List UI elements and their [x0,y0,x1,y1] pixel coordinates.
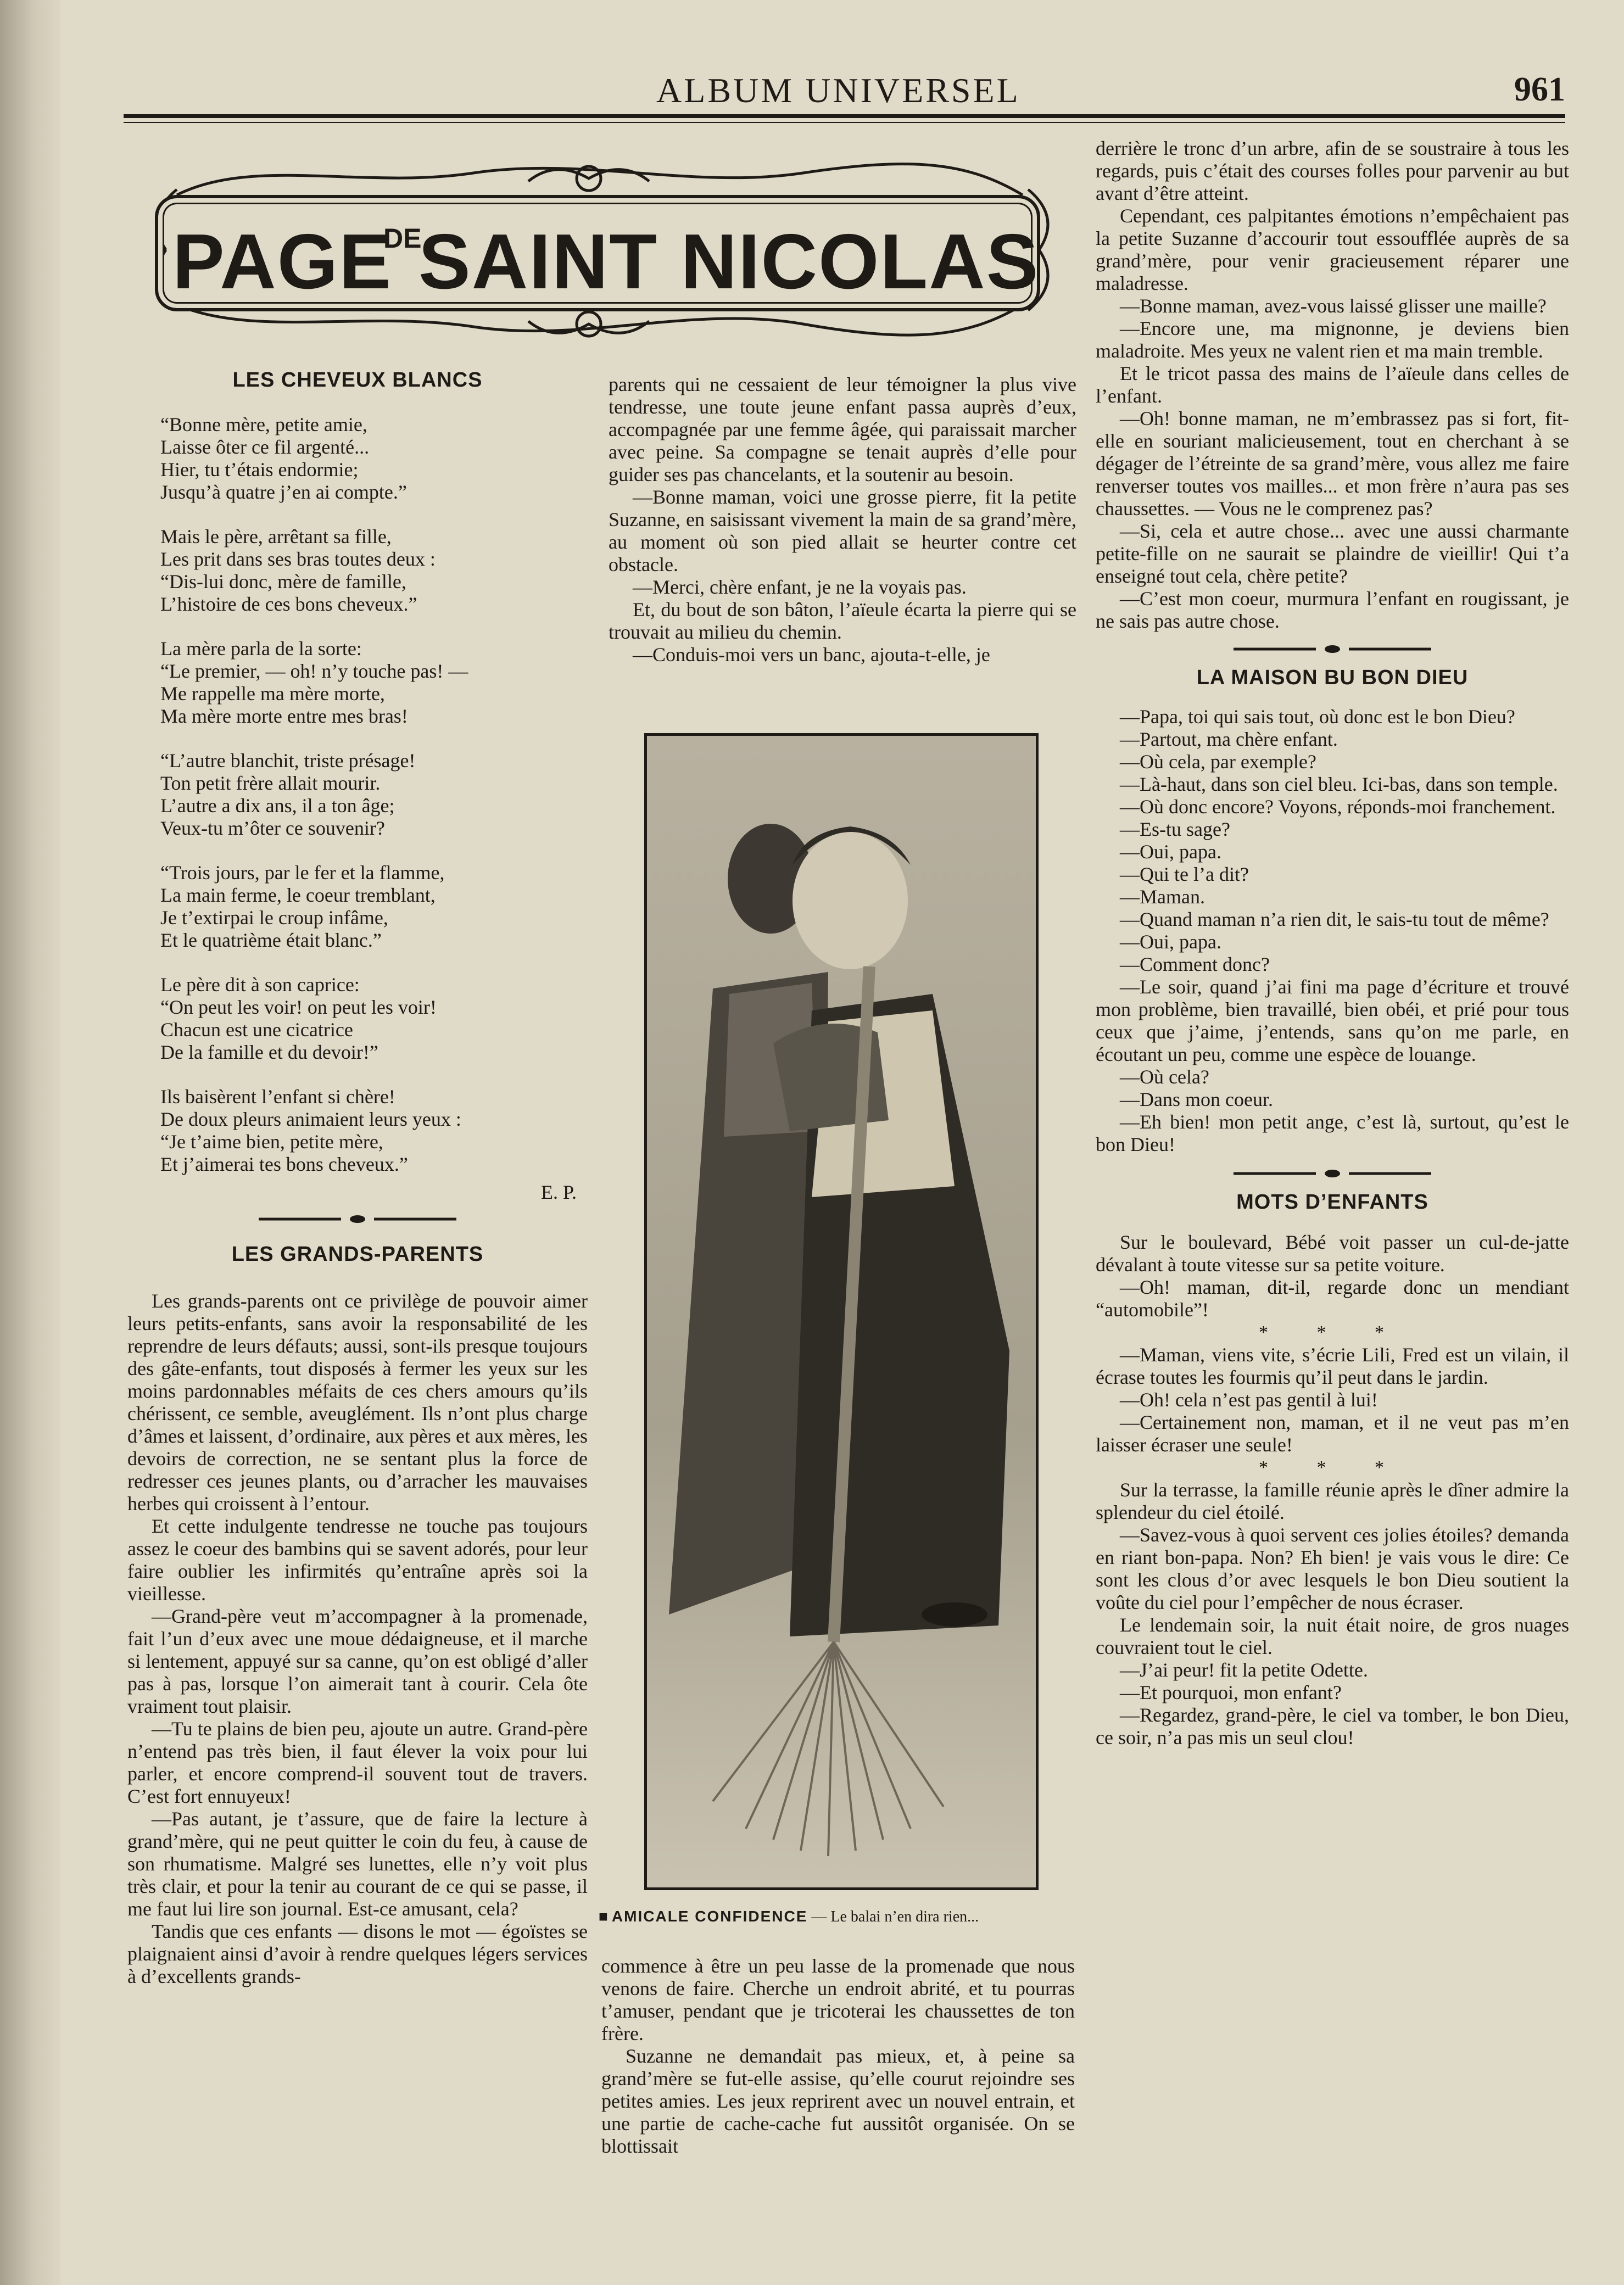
poem-title: LES CHEVEUX BLANCS [232,368,483,392]
poem-line: De doux pleurs animaient leurs yeux : [160,1108,461,1130]
paragraph: derrière le tronc d’un arbre, afin de se soustraire à tous les regards, puis c’était des courses folles pour parvenir au but avant d’être atteint. [1096,137,1569,204]
poem-line: “Le premier, — oh! n’y touche pas! — [160,660,468,682]
paragraph: commence à être un peu lasse de la promenade que nous venons de faire. Cherche un endroit abrité, et tu pourras t’amuser, pendant que je tricoterai les chaussettes de ton frère. [601,1955,1075,2044]
book-spine [0,0,60,2285]
poem-line: “On peut les voir! on peut les voir! [160,996,437,1018]
paragraph: parents qui ne cessaient de leur témoigner la plus vive tendresse, une toute jeune enfant passa auprès d’eux, accompagnée par une femme âgée, qui paraissait marcher avec peine. Sa compagne se tenait auprès d’elle pour guider ses pas chancelants, et la soutenir au besoin. [609,373,1076,485]
paragraph: —Qui te l’a dit? [1120,863,1249,885]
paragraph: —Maman, viens vite, s’écrie Lili, Fred est un vilain, il écrase toutes les fourmis qu’il peut dans le jardin. [1096,1344,1569,1388]
poem-stanza [160,414,588,504]
paragraph: —Dans mon coeur. [1120,1088,1273,1110]
poem-line: Je t’extirpai le croup infâme, [160,907,388,929]
poem-line: Et j’aimerai tes bons cheveux.” [160,1153,408,1175]
poem-line: Veux-tu m’ôter ce souvenir? [160,817,385,839]
paragraph: —Oui, papa. [1120,931,1221,953]
paragraph: Cependant, ces palpitantes émotions n’empêchaient pas la petite Suzanne d’accourir tout essoufflée auprès de sa grand’mère, pour venir gracieusement réparer une maladresse. [1096,205,1569,294]
poem-line: “Bonne mère, petite amie, [160,414,367,435]
paragraph: —Quand maman n’a rien dit, le sais-tu tout de même? [1120,908,1549,930]
section-divider [1234,644,1431,655]
poem-stanza [160,526,588,616]
paragraph: —Le soir, quand j’ai fini ma page d’écriture et trouvé mon problème, bien travaillé, bien obéi, et prié pour tous ceux que j’aime, j’entends, sans qu’on me parle, en écoutant un peu, comme une espèce de louange. [1096,976,1569,1065]
poem-line: Laisse ôter ce fil argenté... [160,436,370,458]
caption-text: — Le balai n’en dira rien... [811,1908,979,1925]
paragraph: —C’est mon coeur, murmura l’enfant en rougissant, je ne sais pas autre chose. [1096,588,1569,632]
paragraph: —Pas autant, je t’assure, que de faire la lecture à grand’mère, qui ne peut quitter le coin du feu, à cause de son rhumatisme. Malgré ses lunettes, elle n’y voit plus très clair, et pour la tenir au courant de ce qui se passe, il me faut lui lire son journal. Est-ce amusant, cela? [127,1808,588,1920]
left-column [127,369,588,1988]
middle-column-bottom [601,1955,1075,2158]
poem-stanza [160,862,588,952]
right-column [1096,137,1569,1749]
poem-line: “Trois jours, par le fer et la flamme, [160,862,445,884]
paragraph: —Si, cela et autre chose... avec une aussi charmante petite-fille on ne saurait se plaindre de vieillir! Qui t’a enseigné tout cela, chère petite? [1096,520,1569,587]
middle-column-top [609,373,1076,666]
page-number: 961 [1514,71,1565,108]
header-rule-thin [124,122,1565,123]
poem-line: Mais le père, arrêtant sa fille, [160,526,392,547]
paragraph: —Partout, ma chère enfant. [1120,728,1338,750]
paragraph: —J’ai peur! fit la petite Odette. [1120,1659,1368,1681]
caption-title: AMICALE CONFIDENCE [611,1908,808,1925]
poem-line: “L’autre blanchit, triste présage! [160,750,416,772]
paragraph: —Bonne maman, avez-vous laissé glisser une maille? [1120,295,1547,317]
banner-word-de: DE [383,223,422,254]
paragraph: —Tu te plains de bien peu, ajoute un autre. Grand-père n’entend pas très bien, il faut élever la voix pour lui parler, et encore comprend-il souvent tout de travers. C’est fort ennuyeux! [127,1718,588,1807]
article-title: LES GRANDS-PARENTS [231,1243,484,1266]
poem-line: Jusqu’à quatre j’en ai compte.” [160,481,407,503]
paragraph: —Où donc encore? Voyons, réponds-moi franchement. [1120,796,1556,818]
publication-title: ALBUM UNIVERSEL [656,71,1020,110]
paragraph: —Comment donc? [1120,953,1270,975]
paragraph: Les grands-parents ont ce privilège de pouvoir aimer leurs petits-enfants, sans avoir la responsabilité de les reprendre de leurs défauts; aussi, sont-ils presque toujours des gâte-enfants, tout disposés à fermer les yeux sur les moins pardonnables méfaits de ces chers amours qu’ils chérissent, ce semble, aveuglément. Ils n’ont plus charge d’âmes et laissent, d’ordinaire, aux pères et aux mères, les devoirs de correction, ne se sentant plus la force de redresser ces jeunes plants, ou d’arracher les mauvaises herbes qui croissent à l’entour. [127,1290,588,1515]
paragraph: —Bonne maman, voici une grosse pierre, fit la petite Suzanne, en saisissant vivement la main de sa grand’mère, au moment où son pied allait se heurter contre cet obstacle. [609,486,1076,576]
illustration-drawing [647,736,1036,1887]
poem-line: Ils baisèrent l’enfant si chère! [160,1086,395,1108]
poem-line: Ma mère morte entre mes bras! [160,705,408,727]
caption-bullet: ■ [599,1908,612,1925]
article-title: MOTS D’ENFANTS [1236,1191,1428,1214]
paragraph: Tandis que ces enfants — disons le mot — égoïstes se plaignaient ainsi d’avoir à rendre quelques légers services à d’excellents grands- [127,1920,588,1987]
paragraph: —Oh! cela n’est pas gentil à lui! [1120,1389,1378,1411]
paragraph: —Papa, toi qui sais tout, où donc est le bon Dieu? [1120,706,1515,728]
poem-stanza [160,638,588,728]
poem-stanza [160,974,588,1064]
poem-line: L’histoire de ces bons cheveux.” [160,593,417,615]
article-title: LA MAISON BU BON DIEU [1196,666,1469,689]
paragraph: —Où cela, par exemple? [1120,751,1316,773]
paragraph: —Merci, chère enfant, je ne la voyais pas. [633,576,967,598]
paragraph: Et, du bout de son bâton, l’aïeule écarta la pierre qui se trouvait au milieu du chemin. [609,599,1076,643]
poem-line: L’autre a dix ans, il a ton âge; [160,795,395,817]
banner-word-page: PAGE [172,218,392,305]
poem-line: La mère parla de la sorte: [160,638,362,660]
poem [127,414,588,1176]
poem-line: “Dis-lui donc, mère de famille, [160,571,406,593]
separator-stars: * * * [1259,1457,1406,1478]
paragraph: —Conduis-moi vers un banc, ajouta-t-elle, je [633,644,990,666]
illustration [644,733,1039,1890]
section-banner [144,157,1050,343]
section-divider [1234,1168,1431,1179]
poem-stanza [160,750,588,840]
paragraph: —Maman. [1120,886,1205,908]
page-header [60,70,1565,116]
header-rule [124,114,1565,118]
paragraph: —Certainement non, maman, et il ne veut pas m’en laisser écraser une seule! [1096,1411,1569,1456]
paragraph: —Eh bien! mon petit ange, c’est là, surtout, qu’est le bon Dieu! [1096,1111,1569,1155]
paragraph: Le lendemain soir, la nuit était noire, de gros nuages couvraient tout le ciel. [1096,1614,1569,1658]
poem-line: Chacun est une cicatrice [160,1019,353,1041]
poem-line: Les prit dans ses bras toutes deux : [160,548,436,570]
paragraph: Suzanne ne demandait pas mieux, et, à peine sa grand’mère se fut-elle assise, qu’elle courut rejoindre ses petites amies. Les jeux reprirent avec un nouvel entrain, et une partie de cache-cache fut aussitôt organisée. On se blottissait [601,2045,1075,2157]
paragraph: —Regardez, grand-père, le ciel va tomber, le bon Dieu, ce soir, n’a pas mis un seul clou! [1096,1704,1569,1748]
paragraph: —Es-tu sage? [1120,818,1230,840]
poem-line: “Je t’aime bien, petite mère, [160,1131,383,1153]
separator-stars: * * * [1259,1322,1406,1343]
poem-line: Ton petit frère allait mourir. [160,772,381,794]
poem-line: De la famille et du devoir!” [160,1041,378,1063]
poem-line: La main ferme, le coeur tremblant, [160,884,436,906]
poem-signature: E. P. [540,1181,577,1203]
paragraph: —Où cela? [1120,1066,1209,1088]
paragraph: —Encore une, ma mignonne, je deviens bien maladroite. Mes yeux ne valent rien et ma main tremble. [1096,317,1569,362]
section-divider [259,1214,456,1225]
illustration-caption [599,1908,1076,1926]
poem-stanza [160,1086,588,1176]
paragraph: Sur la terrasse, la famille réunie après le dîner admire la splendeur du ciel étoilé. [1096,1479,1569,1523]
paragraph: —Oh! bonne maman, ne m’embrassez pas si fort, fit-elle en souriant malicieusement, tout en cherchant à se dégager de l’étreinte de sa grand’mère, vous allez me faire renverser toutes vos mailles... et mon frère n’aura pas ses chaussettes. — Vous ne le comprenez pas? [1096,407,1569,519]
paragraph: Sur le boulevard, Bébé voit passer un cul-de-jatte dévalant à toute vitesse sur sa petite voiture. [1096,1231,1569,1276]
paragraph: —Savez-vous à quoi servent ces jolies étoiles? demanda en riant bon-papa. Non? Eh bien! je vais vous le dire: Ce sont les clous d’or avec lesquels le bon Dieu soutient la voûte du ciel pour l’empêcher de nous écraser. [1096,1524,1569,1613]
paragraph: —Grand-père veut m’accompagner à la promenade, fait l’un d’eux avec une moue dédaigneuse, et il marche si lentement, appuyé sur sa canne, qu’on est obligé d’aller pas à pas, lorsque l’on aimerait tant à courir. Cela ôte vraiment tout plaisir. [127,1605,588,1717]
poem-line: Le père dit à son caprice: [160,974,360,996]
paragraph: —Et pourquoi, mon enfant? [1120,1681,1342,1703]
paragraph: Et le tricot passa des mains de l’aïeule dans celles de l’enfant. [1096,362,1569,407]
banner-word-saint-nicolas: SAINT NICOLAS [418,218,1040,305]
poem-line: Et le quatrième était blanc.” [160,929,382,951]
poem-line: Hier, tu t’étais endormie; [160,459,359,481]
paragraph: —Oh! maman, dit-il, regarde donc un mendiant “automobile”! [1096,1276,1569,1321]
paragraph: —Là-haut, dans son ciel bleu. Ici-bas, dans son temple. [1120,773,1558,795]
paragraph: —Oui, papa. [1120,841,1221,863]
poem-line: Me rappelle ma mère morte, [160,683,385,705]
article-body [127,1290,588,1988]
paragraph: Et cette indulgente tendresse ne touche pas toujours assez le coeur des bambins qui se savent adorés, pour leur faire oublier les infirmités qu’entraîne après soi la vieillesse. [127,1515,588,1605]
